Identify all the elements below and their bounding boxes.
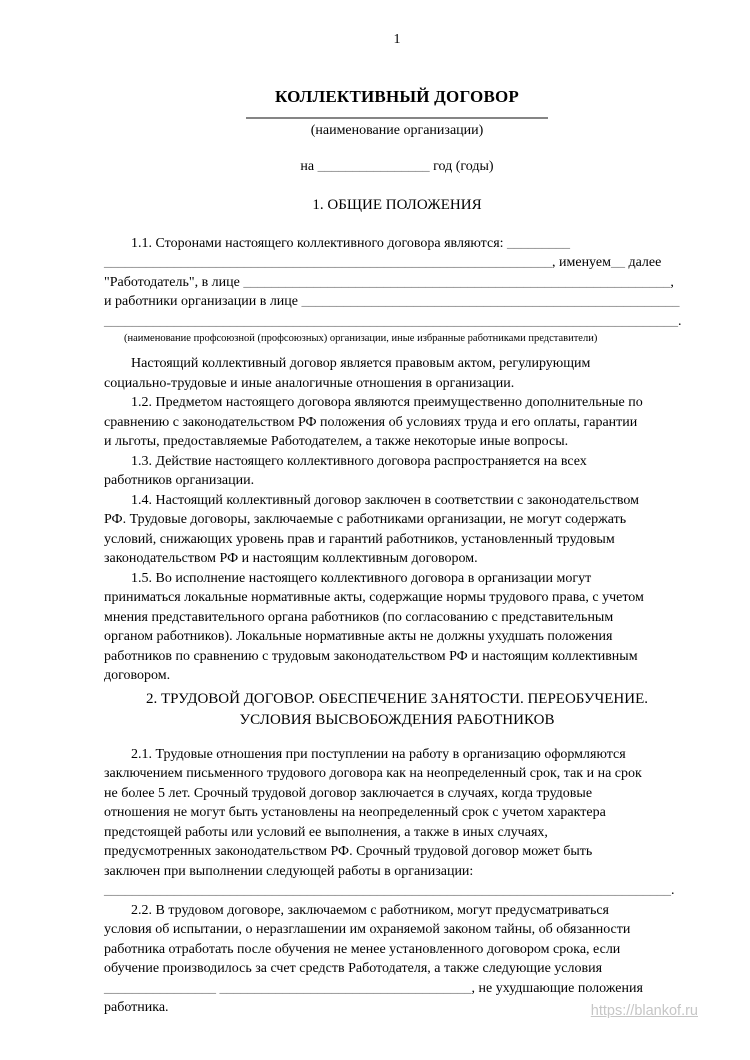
text-line: и работники организации в лице ______________________________________________________ <box>104 294 680 309</box>
clause-2-2 <box>104 901 690 1018</box>
text-line: законодательством РФ и настоящим коллективным договором. <box>104 551 478 566</box>
org-name-blank-line <box>246 117 548 119</box>
text-line: 1.1. Сторонами настоящего коллективного договора являются: _________ <box>131 235 571 251</box>
text-line: 1.3. Действие настоящего коллективного договора распространяется на всех <box>131 453 587 469</box>
text-line: не более 5 лет. Срочный трудовой договор заключается в случаях, когда трудовые <box>104 785 593 801</box>
blank-underline: ____________________________________ <box>219 980 472 996</box>
blank-underline: ________________ <box>317 159 430 174</box>
text-line: органом работников). Локальные нормативные акты не должны ухудшать положения <box>104 629 613 644</box>
text-line: мнения представительного органа работников (по согласованию с представительным <box>104 609 614 625</box>
section-2-heading-line1: 2. ТРУДОВОЙ ДОГОВОР. ОБЕСПЕЧЕНИЕ ЗАНЯТОСТИ. ПЕРЕОБУЧЕНИЕ. <box>145 690 648 707</box>
text-line: предстоящей работы или условий ее выполнения, а также в иных случаях, <box>104 824 548 840</box>
text-line: договором. <box>104 668 171 683</box>
text-line: 1.5. Во исполнение настоящего коллективного договора в организации могут <box>131 570 592 586</box>
text-line: 1.4. Настоящий коллективный договор заключен в соответствии с законодательством <box>131 492 639 508</box>
text-line: _________________________________________________________________________________. <box>104 883 675 898</box>
text-line: приниматься локальные нормативные акты, содержащие нормы трудового права, с учетом <box>104 590 644 605</box>
clause-1-4 <box>104 491 690 569</box>
period-line: на ________________ год (годы) <box>300 159 494 174</box>
text-line: заключен при выполнении следующей работы в организации: <box>104 863 474 879</box>
clause-1-1 <box>104 234 690 332</box>
text-line: отношения не могут быть установлены на неопределенный срок с учетом характера <box>104 805 606 820</box>
section-1-heading: 1. ОБЩИЕ ПОЛОЖЕНИЯ <box>312 196 482 213</box>
blank-underline: ______________________________________________________ <box>301 294 680 309</box>
text-line: ________________________________________________________________, именуем__ далее <box>104 255 662 270</box>
text-line: предусмотренных законодательством РФ. Срочный трудовой договор может быть <box>104 844 593 859</box>
text-line: условий, снижающих уровень прав и гарантий работников, установленный трудовым <box>104 531 615 547</box>
text-line: РФ. Трудовые договоры, заключаемые с работниками организации, не могут содержать <box>104 512 627 527</box>
text-line: работника отработать после обучения не менее установленного договором срока, если <box>104 941 621 957</box>
text-line: 1.2. Предметом настоящего договора являются преимущественно дополнительные по <box>131 395 643 410</box>
blank-underline: _________________________________________________________________________________ <box>104 883 671 898</box>
watermark-link[interactable]: https://blankof.ru <box>590 1003 698 1019</box>
blank-underline: ________________ <box>104 980 216 996</box>
paragraph-intro <box>104 354 690 393</box>
text-line: и льготы, предоставляемые Работодателем, а также некоторые иные вопросы. <box>104 434 569 449</box>
text-line: социально-трудовые и иные аналогичные отношения в организации. <box>104 375 515 391</box>
text-line: обучение производилось за счет средств Работодателя, а также следующие условия <box>104 961 603 976</box>
blank-underline: _________ <box>507 235 571 251</box>
text-line: сравнению с законодательством РФ положения об условиях труда и его оплаты, гарантии <box>104 414 638 430</box>
text-line: "Работодатель", в лице _____________________________________________________________, <box>104 274 674 290</box>
text-line: 2.1. Трудовые отношения при поступлении на работу в организацию оформляются <box>131 746 626 762</box>
text-line: работников по сравнению с трудовым законодательством РФ и настоящим коллективным <box>104 648 638 664</box>
blank-underline: __ <box>610 255 625 270</box>
section-2-heading <box>104 689 690 731</box>
text-line: работника. <box>104 1000 169 1015</box>
clause-1-1-caption: (наименование профсоюзной (профсоюзных) организации, иные избранные работниками представители) <box>124 333 598 344</box>
text-line: __________________________________________________________________________________. <box>104 313 682 329</box>
text-line: Настоящий коллективный договор является правовым актом, регулирующим <box>131 356 591 371</box>
text-line: работников организации. <box>104 473 255 488</box>
blank-underline: _____________________________________________________________ <box>243 274 671 290</box>
blank-underline: ________________________________________________________________ <box>104 255 552 270</box>
blank-underline: __________________________________________________________________________________ <box>104 313 678 329</box>
org-name-caption: (наименование организации) <box>310 122 484 138</box>
text-line: ________________ ____________________________________, не ухудшающие положения <box>104 980 643 996</box>
clause-1-5 <box>104 569 690 686</box>
page-number: 1 <box>393 32 401 47</box>
clause-2-1 <box>104 745 690 901</box>
text-line: условия об испытании, о неразглашении им охраняемой законом тайны, об обязанности <box>104 922 631 937</box>
text-line: 2.2. В трудовом договоре, заключаемом с работником, могут предусматриваться <box>131 902 609 918</box>
section-2-heading-line2: УСЛОВИЯ ВЫСВОБОЖДЕНИЯ РАБОТНИКОВ <box>239 711 555 728</box>
text-line: заключением письменного трудового договора как на неопределенный срок, так и на срок <box>104 766 642 781</box>
document-content <box>104 0 690 1018</box>
clause-1-3 <box>104 452 690 491</box>
document-title: КОЛЛЕКТИВНЫЙ ДОГОВОР <box>274 86 520 106</box>
clause-1-2 <box>104 393 690 452</box>
